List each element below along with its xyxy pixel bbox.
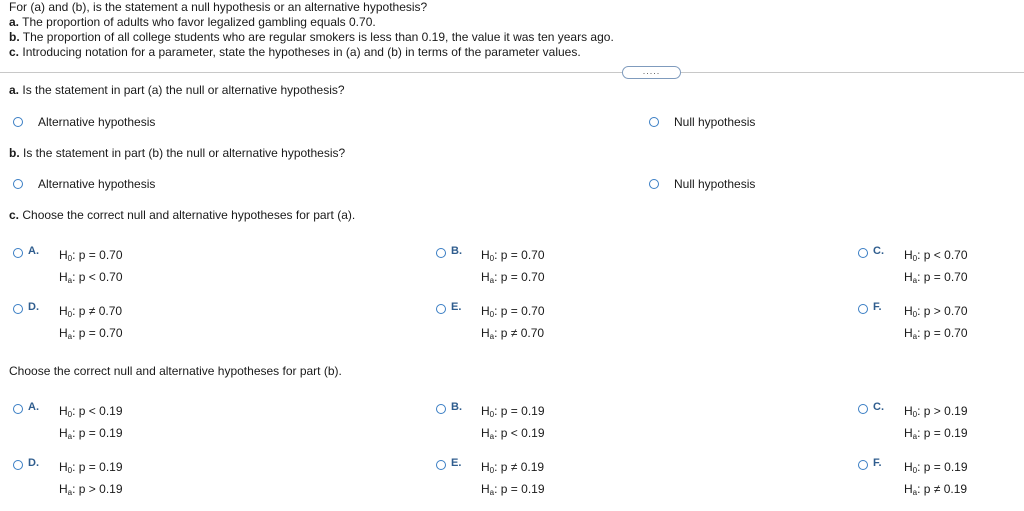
option-letter: D.: [28, 457, 39, 469]
radio-c1-option-b[interactable]: [436, 248, 446, 258]
option-ha: $H_a$: p = 0.19: [481, 482, 545, 497]
option-letter: C.: [873, 401, 884, 413]
option-label: Null hypothesis: [674, 115, 756, 129]
radio-b-alternative[interactable]: [13, 179, 23, 189]
option-h0: $H_0$: p = 0.70: [59, 248, 123, 263]
expand-button[interactable]: .....: [622, 66, 681, 79]
radio-c2-option-d[interactable]: [13, 460, 23, 470]
option-label: Alternative hypothesis: [38, 115, 156, 129]
option-label: Alternative hypothesis: [38, 177, 156, 191]
radio-c1-option-a[interactable]: [13, 248, 23, 258]
option-letter: E.: [451, 301, 462, 313]
radio-b-null[interactable]: [649, 179, 659, 189]
option-ha: $H_a$: p < 0.70: [59, 270, 123, 285]
radio-c1-option-f[interactable]: [858, 304, 868, 314]
option-letter: F.: [873, 301, 882, 313]
intro-statement-b: b. The proportion of all college students who are regular smokers is less than 0.19, the value it was ten years ago.: [9, 30, 614, 44]
intro-line: For (a) and (b), is the statement a null hypothesis or an alternative hypothesis?: [9, 0, 428, 14]
question-part-a: a. Is the statement in part (a) the null or alternative hypothesis?: [9, 83, 345, 97]
option-h0: $H_0$: p < 0.70: [904, 248, 968, 263]
radio-a-alternative[interactable]: [13, 117, 23, 127]
option-letter: B.: [451, 401, 462, 413]
radio-c2-option-f[interactable]: [858, 460, 868, 470]
option-h0: $H_0$: p = 0.19: [481, 404, 545, 419]
radio-c2-option-e[interactable]: [436, 460, 446, 470]
option-label: Null hypothesis: [674, 177, 756, 191]
radio-c1-option-e[interactable]: [436, 304, 446, 314]
divider: [0, 72, 1024, 73]
radio-c1-option-d[interactable]: [13, 304, 23, 314]
radio-a-null[interactable]: [649, 117, 659, 127]
option-ha: $H_a$: p > 0.19: [59, 482, 123, 497]
option-h0: $H_0$: p = 0.70: [481, 304, 545, 319]
option-letter: F.: [873, 457, 882, 469]
option-h0: $H_0$: p < 0.19: [59, 404, 123, 419]
option-letter: A.: [28, 401, 39, 413]
option-ha: $H_a$: p ≠ 0.70: [481, 326, 545, 341]
option-ha: $H_a$: p = 0.19: [59, 426, 123, 441]
option-ha: $H_a$: p = 0.19: [904, 426, 968, 441]
intro-statement-a: a. The proportion of adults who favor legalized gambling equals 0.70.: [9, 15, 376, 29]
option-ha: $H_a$: p = 0.70: [904, 326, 968, 341]
option-ha: $H_a$: p < 0.19: [481, 426, 545, 441]
option-h0: $H_0$: p = 0.70: [481, 248, 545, 263]
radio-c2-option-c[interactable]: [858, 404, 868, 414]
radio-c2-option-a[interactable]: [13, 404, 23, 414]
option-letter: C.: [873, 245, 884, 257]
option-letter: A.: [28, 245, 39, 257]
option-h0: $H_0$: p = 0.19: [904, 460, 968, 475]
question-part-c-b: Choose the correct null and alternative hypotheses for part (b).: [9, 364, 342, 378]
option-h0: $H_0$: p ≠ 0.19: [481, 460, 545, 475]
radio-c1-option-c[interactable]: [858, 248, 868, 258]
option-letter: B.: [451, 245, 462, 257]
option-h0: $H_0$: p > 0.19: [904, 404, 968, 419]
option-letter: E.: [451, 457, 462, 469]
option-ha: $H_a$: p ≠ 0.19: [904, 482, 968, 497]
option-ha: $H_a$: p = 0.70: [904, 270, 968, 285]
option-ha: $H_a$: p = 0.70: [59, 326, 123, 341]
option-ha: $H_a$: p = 0.70: [481, 270, 545, 285]
option-h0: $H_0$: p = 0.19: [59, 460, 123, 475]
option-h0: $H_0$: p ≠ 0.70: [59, 304, 123, 319]
option-letter: D.: [28, 301, 39, 313]
intro-statement-c: c. Introducing notation for a parameter, state the hypotheses in (a) and (b) in terms of the parameter values.: [9, 45, 581, 59]
option-h0: $H_0$: p > 0.70: [904, 304, 968, 319]
question-part-b: b. Is the statement in part (b) the null or alternative hypothesis?: [9, 146, 346, 160]
question-part-c-a: c. Choose the correct null and alternative hypotheses for part (a).: [9, 208, 356, 222]
radio-c2-option-b[interactable]: [436, 404, 446, 414]
